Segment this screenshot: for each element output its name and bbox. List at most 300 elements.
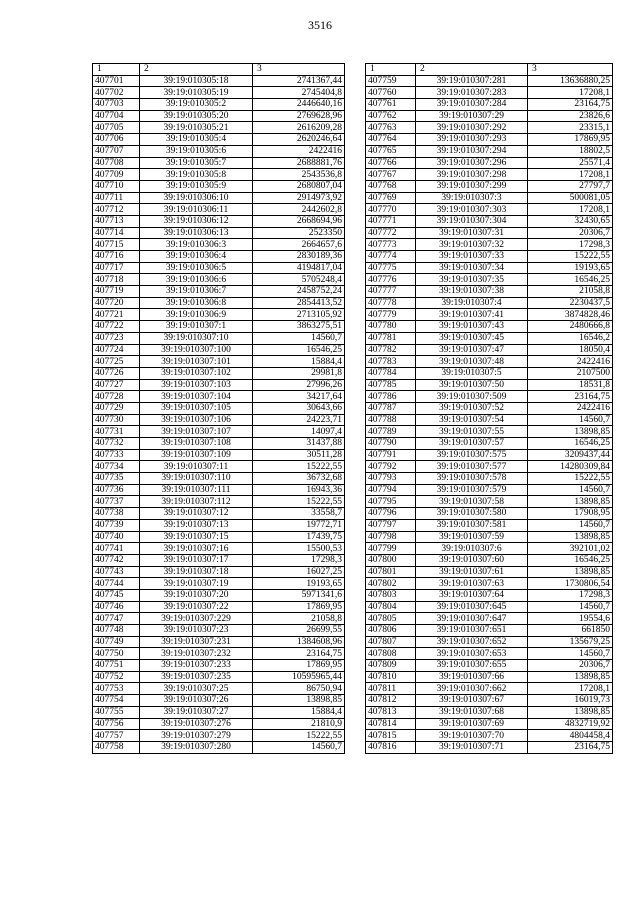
- table-row: [366, 227, 613, 239]
- cadastral-number-cell: 39:19:010307:102: [140, 367, 253, 379]
- cadastral-number-cell: 39:19:010306:3: [140, 239, 253, 251]
- cadastral-number-cell: 39:19:010307:112: [140, 496, 253, 508]
- row-number-cell: 407706: [93, 134, 140, 146]
- cadastral-number-cell: 39:19:010307:653: [416, 648, 528, 660]
- row-number-cell: 407780: [366, 321, 416, 333]
- row-number-cell: 407711: [93, 192, 140, 204]
- row-number-cell: 407814: [366, 718, 416, 730]
- row-number-cell: 407722: [93, 321, 140, 333]
- value-cell: 2854413,52: [253, 297, 345, 309]
- table-row: [366, 122, 613, 134]
- value-cell: 21058,8: [253, 613, 345, 625]
- cadastral-number-cell: 39:19:010307:509: [416, 391, 528, 403]
- value-cell: 392101,02: [528, 543, 613, 555]
- table-row: [93, 75, 345, 87]
- table-row: [93, 449, 345, 461]
- value-cell: 16546,25: [253, 344, 345, 356]
- table-row: [366, 706, 613, 718]
- table-row: [93, 718, 345, 730]
- table-row: [366, 321, 613, 333]
- cadastral-number-cell: 39:19:010307:18: [140, 566, 253, 578]
- row-number-cell: 407753: [93, 683, 140, 695]
- right-header-col-3: 3: [528, 64, 613, 76]
- row-number-cell: 407726: [93, 367, 140, 379]
- row-number-cell: 407779: [366, 309, 416, 321]
- right-table-body: [366, 64, 613, 754]
- row-number-cell: 407716: [93, 251, 140, 263]
- row-number-cell: 407713: [93, 215, 140, 227]
- row-number-cell: 407701: [93, 75, 140, 87]
- table-row: [93, 636, 345, 648]
- cadastral-number-cell: 39:19:010307:232: [140, 648, 253, 660]
- table-row: [366, 601, 613, 613]
- cadastral-number-cell: 39:19:010307:575: [416, 449, 528, 461]
- row-number-cell: 407741: [93, 543, 140, 555]
- value-cell: 13898,85: [528, 531, 613, 543]
- value-cell: 16546,25: [528, 274, 613, 286]
- value-cell: 2741367,44: [253, 75, 345, 87]
- value-cell: 17869,95: [253, 601, 345, 613]
- row-number-cell: 407777: [366, 286, 416, 298]
- value-cell: 19554,6: [528, 613, 613, 625]
- row-number-cell: 407723: [93, 332, 140, 344]
- row-number-cell: 407784: [366, 367, 416, 379]
- row-number-cell: 407739: [93, 519, 140, 531]
- value-cell: 2543536,8: [253, 169, 345, 181]
- row-number-cell: 407736: [93, 484, 140, 496]
- table-row: [93, 215, 345, 227]
- row-number-cell: 407809: [366, 660, 416, 672]
- cadastral-number-cell: 39:19:010307:292: [416, 122, 528, 134]
- value-cell: 30643,66: [253, 402, 345, 414]
- cadastral-number-cell: 39:19:010307:13: [140, 519, 253, 531]
- table-row: [366, 625, 613, 637]
- value-cell: 2713105,92: [253, 309, 345, 321]
- value-cell: 2830189,36: [253, 251, 345, 263]
- cadastral-number-cell: 39:19:010307:279: [140, 730, 253, 742]
- cadastral-number-cell: 39:19:010305:18: [140, 75, 253, 87]
- value-cell: 25571,4: [528, 157, 613, 169]
- cadastral-number-cell: 39:19:010307:22: [140, 601, 253, 613]
- value-cell: 5705248,4: [253, 274, 345, 286]
- left-header-col-1: 1: [93, 64, 140, 76]
- value-cell: 24223,71: [253, 414, 345, 426]
- table-row: [93, 613, 345, 625]
- left-table-body: [93, 64, 345, 754]
- cadastral-number-cell: 39:19:010307:43: [416, 321, 528, 333]
- value-cell: 17908,95: [528, 508, 613, 520]
- cadastral-number-cell: 39:19:010306:6: [140, 274, 253, 286]
- cadastral-number-cell: 39:19:010307:235: [140, 671, 253, 683]
- table-row: [366, 344, 613, 356]
- row-number-cell: 407801: [366, 566, 416, 578]
- table-row: [93, 286, 345, 298]
- cadastral-number-cell: 39:19:010307:19: [140, 578, 253, 590]
- cadastral-number-cell: 39:19:010307:25: [140, 683, 253, 695]
- left-table: [92, 63, 345, 754]
- value-cell: 2480666,8: [528, 321, 613, 333]
- cadastral-number-cell: 39:19:010307:580: [416, 508, 528, 520]
- value-cell: 17298,3: [528, 239, 613, 251]
- row-number-cell: 407721: [93, 309, 140, 321]
- table-row: [366, 554, 613, 566]
- table-row: [93, 660, 345, 672]
- row-number-cell: 407795: [366, 496, 416, 508]
- value-cell: 33558,7: [253, 508, 345, 520]
- table-row: [366, 718, 613, 730]
- row-number-cell: 407760: [366, 87, 416, 99]
- row-number-cell: 407776: [366, 274, 416, 286]
- cadastral-number-cell: 39:19:010307:6: [416, 543, 528, 555]
- table-row: [366, 578, 613, 590]
- table-row: [93, 671, 345, 683]
- cadastral-number-cell: 39:19:010307:100: [140, 344, 253, 356]
- cadastral-number-cell: 39:19:010305:21: [140, 122, 253, 134]
- cadastral-number-cell: 39:19:010307:69: [416, 718, 528, 730]
- cadastral-number-cell: 39:19:010307:70: [416, 730, 528, 742]
- cadastral-number-cell: 39:19:010307:57: [416, 438, 528, 450]
- table-row: [366, 402, 613, 414]
- row-number-cell: 407803: [366, 589, 416, 601]
- table-row: [366, 192, 613, 204]
- row-number-cell: 407764: [366, 134, 416, 146]
- row-number-cell: 407728: [93, 391, 140, 403]
- table-row: [366, 87, 613, 99]
- row-number-cell: 407735: [93, 473, 140, 485]
- table-row: [366, 730, 613, 742]
- table-row: [93, 554, 345, 566]
- value-cell: 29981,8: [253, 367, 345, 379]
- row-number-cell: 407786: [366, 391, 416, 403]
- cadastral-number-cell: 39:19:010305:6: [140, 145, 253, 157]
- table-row: [93, 309, 345, 321]
- row-number-cell: 407808: [366, 648, 416, 660]
- value-cell: 17298,3: [253, 554, 345, 566]
- row-number-cell: 407730: [93, 414, 140, 426]
- row-number-cell: 407705: [93, 122, 140, 134]
- value-cell: 14560,7: [528, 648, 613, 660]
- value-cell: 15884,4: [253, 706, 345, 718]
- row-number-cell: 407743: [93, 566, 140, 578]
- row-number-cell: 407807: [366, 636, 416, 648]
- cadastral-number-cell: 39:19:010306:4: [140, 251, 253, 263]
- row-number-cell: 407798: [366, 531, 416, 543]
- value-cell: 14560,7: [253, 332, 345, 344]
- table-row: [93, 695, 345, 707]
- row-number-cell: 407770: [366, 204, 416, 216]
- row-number-cell: 407787: [366, 402, 416, 414]
- table-row: [93, 601, 345, 613]
- value-cell: 18050,4: [528, 344, 613, 356]
- row-number-cell: 407802: [366, 578, 416, 590]
- table-row: [366, 309, 613, 321]
- row-number-cell: 407710: [93, 180, 140, 192]
- table-row: [366, 274, 613, 286]
- table-row: [366, 671, 613, 683]
- cadastral-number-cell: 39:19:010307:66: [416, 671, 528, 683]
- cadastral-number-cell: 39:19:010307:105: [140, 402, 253, 414]
- value-cell: 23164,75: [528, 391, 613, 403]
- table-row: [366, 741, 613, 753]
- value-cell: 2620246,64: [253, 134, 345, 146]
- table-row: [366, 589, 613, 601]
- row-number-cell: 407751: [93, 660, 140, 672]
- row-number-cell: 407719: [93, 286, 140, 298]
- row-number-cell: 407712: [93, 204, 140, 216]
- value-cell: 18802,5: [528, 145, 613, 157]
- table-row: [93, 508, 345, 520]
- value-cell: 27797,7: [528, 180, 613, 192]
- table-row: [366, 438, 613, 450]
- row-number-cell: 407813: [366, 706, 416, 718]
- cadastral-number-cell: 39:19:010306:8: [140, 297, 253, 309]
- value-cell: 16546,25: [528, 438, 613, 450]
- value-cell: 26699,55: [253, 625, 345, 637]
- row-number-cell: 407756: [93, 718, 140, 730]
- table-row: [93, 531, 345, 543]
- row-number-cell: 407768: [366, 180, 416, 192]
- table-row: [366, 367, 613, 379]
- cadastral-number-cell: 39:19:010307:67: [416, 695, 528, 707]
- table-row: [93, 356, 345, 368]
- right-header-row: [366, 64, 613, 76]
- value-cell: 16943,36: [253, 484, 345, 496]
- cadastral-number-cell: 39:19:010307:59: [416, 531, 528, 543]
- table-row: [366, 531, 613, 543]
- table-row: [366, 414, 613, 426]
- row-number-cell: 407811: [366, 683, 416, 695]
- cadastral-number-cell: 39:19:010305:8: [140, 169, 253, 181]
- table-row: [93, 519, 345, 531]
- left-header-col-2: 2: [140, 64, 253, 76]
- cadastral-number-cell: 39:19:010307:578: [416, 473, 528, 485]
- row-number-cell: 407755: [93, 706, 140, 718]
- table-row: [366, 683, 613, 695]
- row-number-cell: 407732: [93, 438, 140, 450]
- table-row: [93, 461, 345, 473]
- cadastral-number-cell: 39:19:010307:58: [416, 496, 528, 508]
- value-cell: 15222,55: [253, 461, 345, 473]
- cadastral-number-cell: 39:19:010307:48: [416, 356, 528, 368]
- cadastral-number-cell: 39:19:010307:276: [140, 718, 253, 730]
- value-cell: 13898,85: [528, 671, 613, 683]
- cadastral-number-cell: 39:19:010305:2: [140, 99, 253, 111]
- value-cell: 15500,53: [253, 543, 345, 555]
- value-cell: 32430,65: [528, 215, 613, 227]
- row-number-cell: 407757: [93, 730, 140, 742]
- row-number-cell: 407704: [93, 110, 140, 122]
- cadastral-number-cell: 39:19:010307:47: [416, 344, 528, 356]
- value-cell: 14280309,84: [528, 461, 613, 473]
- table-row: [93, 625, 345, 637]
- cadastral-number-cell: 39:19:010307:27: [140, 706, 253, 718]
- cadastral-number-cell: 39:19:010307:231: [140, 636, 253, 648]
- table-row: [93, 438, 345, 450]
- row-number-cell: 407707: [93, 145, 140, 157]
- table-row: [366, 613, 613, 625]
- value-cell: 2769628,96: [253, 110, 345, 122]
- value-cell: 17298,3: [528, 589, 613, 601]
- table-row: [366, 239, 613, 251]
- table-row: [366, 215, 613, 227]
- row-number-cell: 407769: [366, 192, 416, 204]
- row-number-cell: 407742: [93, 554, 140, 566]
- value-cell: 15222,55: [253, 496, 345, 508]
- table-row: [93, 391, 345, 403]
- value-cell: 16027,25: [253, 566, 345, 578]
- value-cell: 15222,55: [528, 251, 613, 263]
- cadastral-number-cell: 39:19:010307:5: [416, 367, 528, 379]
- table-row: [366, 648, 613, 660]
- cadastral-number-cell: 39:19:010307:54: [416, 414, 528, 426]
- table-row: [93, 145, 345, 157]
- row-number-cell: 407772: [366, 227, 416, 239]
- row-number-cell: 407793: [366, 473, 416, 485]
- table-row: [93, 321, 345, 333]
- cadastral-number-cell: 39:19:010307:29: [416, 110, 528, 122]
- row-number-cell: 407812: [366, 695, 416, 707]
- cadastral-number-cell: 39:19:010307:652: [416, 636, 528, 648]
- row-number-cell: 407767: [366, 169, 416, 181]
- cadastral-number-cell: 39:19:010307:109: [140, 449, 253, 461]
- table-row: [366, 251, 613, 263]
- value-cell: 16546,2: [528, 332, 613, 344]
- row-number-cell: 407799: [366, 543, 416, 555]
- row-number-cell: 407778: [366, 297, 416, 309]
- table-row: [93, 122, 345, 134]
- cadastral-number-cell: 39:19:010307:3: [416, 192, 528, 204]
- row-number-cell: 407709: [93, 169, 140, 181]
- row-number-cell: 407783: [366, 356, 416, 368]
- cadastral-number-cell: 39:19:010307:104: [140, 391, 253, 403]
- value-cell: 23164,75: [528, 99, 613, 111]
- value-cell: 13636880,25: [528, 75, 613, 87]
- row-number-cell: 407718: [93, 274, 140, 286]
- value-cell: 36732,68: [253, 473, 345, 485]
- cadastral-number-cell: 39:19:010307:71: [416, 741, 528, 753]
- value-cell: 13898,85: [528, 426, 613, 438]
- table-row: [366, 484, 613, 496]
- cadastral-number-cell: 39:19:010307:4: [416, 297, 528, 309]
- row-number-cell: 407733: [93, 449, 140, 461]
- page-number: 3516: [308, 18, 332, 32]
- value-cell: 2422416: [528, 356, 613, 368]
- value-cell: 1730806,54: [528, 578, 613, 590]
- table-row: [93, 99, 345, 111]
- table-row: [93, 239, 345, 251]
- value-cell: 2446640,16: [253, 99, 345, 111]
- cadastral-number-cell: 39:19:010307:304: [416, 215, 528, 227]
- cadastral-number-cell: 39:19:010307:55: [416, 426, 528, 438]
- row-number-cell: 407806: [366, 625, 416, 637]
- row-number-cell: 407708: [93, 157, 140, 169]
- cadastral-number-cell: 39:19:010307:64: [416, 589, 528, 601]
- value-cell: 14560,7: [528, 601, 613, 613]
- table-row: [93, 589, 345, 601]
- value-cell: 27996,26: [253, 379, 345, 391]
- row-number-cell: 407788: [366, 414, 416, 426]
- table-row: [93, 496, 345, 508]
- cadastral-number-cell: 39:19:010307:645: [416, 601, 528, 613]
- row-number-cell: 407744: [93, 578, 140, 590]
- row-number-cell: 407773: [366, 239, 416, 251]
- row-number-cell: 407791: [366, 449, 416, 461]
- row-number-cell: 407797: [366, 519, 416, 531]
- row-number-cell: 407790: [366, 438, 416, 450]
- value-cell: 2680807,04: [253, 180, 345, 192]
- table-row: [366, 169, 613, 181]
- row-number-cell: 407727: [93, 379, 140, 391]
- table-row: [366, 262, 613, 274]
- value-cell: 2523350: [253, 227, 345, 239]
- value-cell: 2422416: [528, 402, 613, 414]
- cadastral-number-cell: 39:19:010307:61: [416, 566, 528, 578]
- value-cell: 18531,8: [528, 379, 613, 391]
- row-number-cell: 407747: [93, 613, 140, 625]
- row-number-cell: 407758: [93, 741, 140, 753]
- row-number-cell: 407752: [93, 671, 140, 683]
- value-cell: 5971341,6: [253, 589, 345, 601]
- cadastral-number-cell: 39:19:010307:52: [416, 402, 528, 414]
- cadastral-number-cell: 39:19:010307:280: [140, 741, 253, 753]
- table-row: [93, 402, 345, 414]
- table-row: [366, 660, 613, 672]
- table-row: [93, 297, 345, 309]
- value-cell: 20306,7: [528, 227, 613, 239]
- cadastral-number-cell: 39:19:010307:20: [140, 589, 253, 601]
- table-row: [93, 180, 345, 192]
- row-number-cell: 407782: [366, 344, 416, 356]
- value-cell: 14560,7: [528, 484, 613, 496]
- cadastral-number-cell: 39:19:010307:60: [416, 554, 528, 566]
- value-cell: 3863275,51: [253, 321, 345, 333]
- value-cell: 14560,7: [528, 519, 613, 531]
- value-cell: 13898,85: [253, 695, 345, 707]
- row-number-cell: 407805: [366, 613, 416, 625]
- table-row: [93, 262, 345, 274]
- cadastral-number-cell: 39:19:010307:1: [140, 321, 253, 333]
- row-number-cell: 407804: [366, 601, 416, 613]
- table-row: [366, 695, 613, 707]
- cadastral-number-cell: 39:19:010306:5: [140, 262, 253, 274]
- value-cell: 2914973,92: [253, 192, 345, 204]
- row-number-cell: 407761: [366, 99, 416, 111]
- value-cell: 2230437,5: [528, 297, 613, 309]
- row-number-cell: 407750: [93, 648, 140, 660]
- table-row: [366, 110, 613, 122]
- table-row: [93, 379, 345, 391]
- table-row: [93, 414, 345, 426]
- row-number-cell: 407740: [93, 531, 140, 543]
- table-row: [93, 683, 345, 695]
- table-row: [366, 426, 613, 438]
- value-cell: 16546,25: [528, 554, 613, 566]
- cadastral-number-cell: 39:19:010307:577: [416, 461, 528, 473]
- value-cell: 2442602,8: [253, 204, 345, 216]
- row-number-cell: 407765: [366, 145, 416, 157]
- row-number-cell: 407754: [93, 695, 140, 707]
- value-cell: 2688881,76: [253, 157, 345, 169]
- row-number-cell: 407729: [93, 402, 140, 414]
- table-row: [366, 566, 613, 578]
- table-row: [93, 426, 345, 438]
- table-row: [93, 157, 345, 169]
- cadastral-number-cell: 39:19:010305:9: [140, 180, 253, 192]
- table-row: [366, 99, 613, 111]
- table-row: [93, 730, 345, 742]
- value-cell: 661850: [528, 625, 613, 637]
- cadastral-number-cell: 39:19:010307:26: [140, 695, 253, 707]
